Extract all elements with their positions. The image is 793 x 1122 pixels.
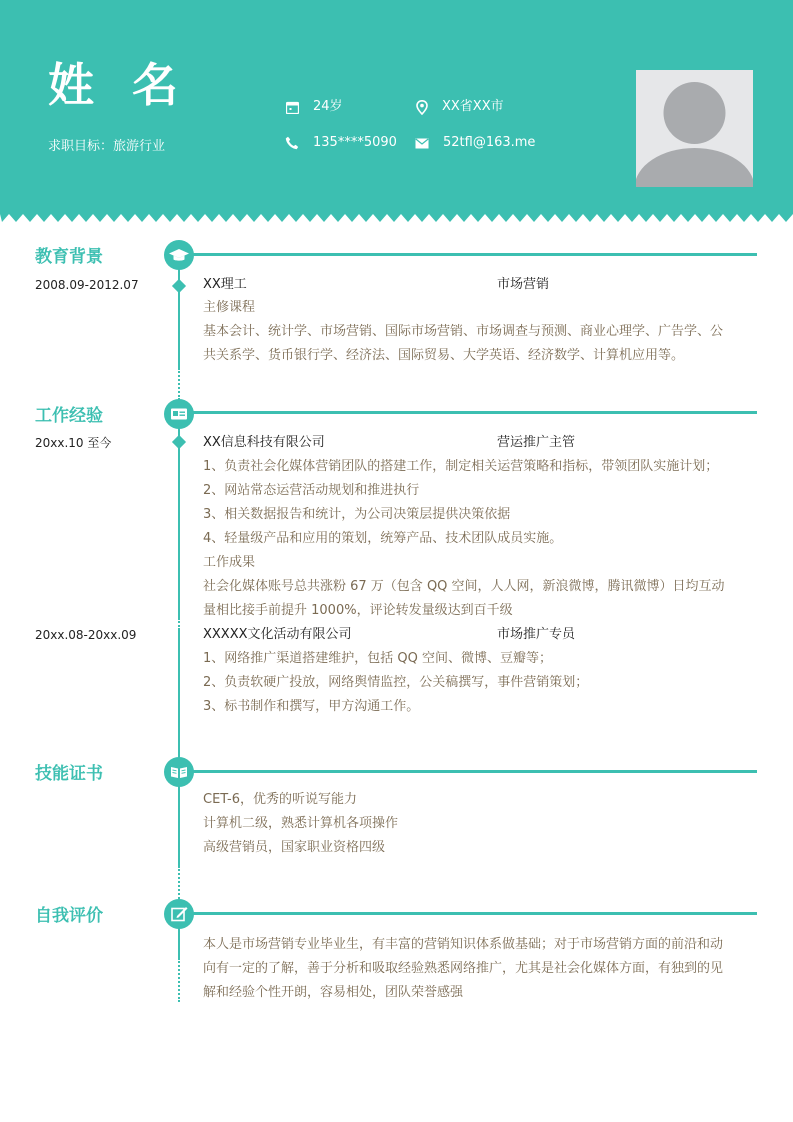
phone-icon xyxy=(285,136,299,150)
location-info xyxy=(416,99,504,115)
job2-date: 20xx.08-20xx.09 xyxy=(35,628,137,642)
book-icon xyxy=(164,757,194,787)
section-rule xyxy=(192,912,757,915)
age-text: 24岁 xyxy=(313,99,343,114)
section-title-work: 工作经验 xyxy=(35,406,103,426)
timeline-line xyxy=(178,928,180,958)
courses-line: 基本会计、统计学、市场营销、国际市场营销、市场调查与预测、商业心理学、广告学、公 xyxy=(203,324,724,339)
job1-duty: 4、轻量级产品和应用的策划，统筹产品、技术团队成员实施。 xyxy=(203,531,563,546)
self-eval-line: 本人是市场营销专业毕业生，有丰富的营销知识体系做基础；对于市场营销方面的前沿和动 xyxy=(203,937,724,952)
timeline-line xyxy=(178,786,180,866)
location-pin-icon xyxy=(416,100,428,115)
job1-date: 20xx.10 至今 xyxy=(35,436,112,450)
section-rule xyxy=(192,411,757,414)
job2-duty: 1、网络推广渠道搭建维护，包括 QQ 空间、微博、豆瓣等； xyxy=(203,651,553,666)
timeline-marker xyxy=(172,279,186,293)
job2-duty: 2、负责软硬广投放，网络舆情监控，公关稿撰写，事件营销策划； xyxy=(203,675,589,690)
section-title-self: 自我评价 xyxy=(35,906,103,926)
job1-company: XX信息科技有限公司 xyxy=(203,435,325,450)
skills-section-badge xyxy=(164,757,194,787)
section-rule xyxy=(192,770,757,773)
courses-line: 共关系学、货币银行学、经济法、国际贸易、大学英语、经济数学、计算机应用等。 xyxy=(203,348,685,363)
timeline-line-dotted xyxy=(178,618,180,630)
skill-item: CET-6，优秀的听说写能力 xyxy=(203,792,358,807)
candidate-name: 姓名 xyxy=(48,58,216,112)
email-info xyxy=(415,135,535,151)
education-section-badge xyxy=(164,240,194,270)
timeline-line-dotted xyxy=(178,958,180,1002)
envelope-icon xyxy=(415,138,429,149)
phone-info xyxy=(285,135,397,151)
self-eval-line: 解和经验个性开朗，容易相处，团队荣誉感强 xyxy=(203,985,464,1000)
header-banner xyxy=(0,0,793,228)
job2-duty: 3、标书制作和撰写，甲方沟通工作。 xyxy=(203,699,420,714)
self-section-badge xyxy=(164,899,194,929)
timeline-line xyxy=(178,428,180,618)
major-name: 市场营销 xyxy=(497,277,550,292)
job1-result-line: 量相比接手前提升 1000%，评论转发量级达到百千级 xyxy=(203,603,513,618)
calendar-icon xyxy=(286,101,299,114)
job1-duty: 2、网站常态运营活动规划和推进执行 xyxy=(203,483,420,498)
section-title-education: 教育背景 xyxy=(35,247,103,267)
section-title-skills: 技能证书 xyxy=(35,764,103,784)
edit-icon xyxy=(164,899,194,929)
section-rule xyxy=(192,253,757,256)
school-name: XX理工 xyxy=(203,277,247,292)
id-card-icon xyxy=(164,399,194,429)
job1-duty: 1、负责社会化媒体营销团队的搭建工作，制定相关运营策略和指标，带领团队实施计划； xyxy=(203,459,719,474)
timeline-line-dotted xyxy=(178,368,180,400)
age-info xyxy=(286,99,343,115)
avatar-placeholder-icon xyxy=(636,70,753,187)
job1-result-title: 工作成果 xyxy=(203,555,256,570)
job1-duty: 3、相关数据报告和统计，为公司决策层提供决策依据 xyxy=(203,507,511,522)
job-objective: 求职目标：旅游行业 xyxy=(48,139,166,154)
job1-result-line: 社会化媒体账号总共涨粉 67 万（包含 QQ 空间，人人网，新浪微博，腾讯微博）日均互动 xyxy=(203,579,725,594)
courses-subtitle: 主修课程 xyxy=(203,300,256,315)
skill-item: 高级营销员，国家职业资格四级 xyxy=(203,840,386,855)
job2-company: XXXXX文化活动有限公司 xyxy=(203,627,352,642)
avatar-photo xyxy=(636,70,753,187)
skill-item: 计算机二级，熟悉计算机各项操作 xyxy=(203,816,399,831)
timeline-marker xyxy=(172,435,186,449)
location-text: XX省XX市 xyxy=(442,99,504,114)
job2-position: 市场推广专员 xyxy=(497,627,576,642)
email-text[interactable]: 52tfl@163.me xyxy=(443,135,536,150)
job1-position: 营运推广主管 xyxy=(497,435,576,450)
timeline-line-dotted xyxy=(178,866,180,902)
phone-text[interactable]: 135****5090 xyxy=(313,135,397,150)
self-eval-line: 向有一定的了解，善于分析和吸取经验熟悉网络推广，尤其是社会化媒体方面，有独到的见 xyxy=(203,961,724,976)
education-date: 2008.09-2012.07 xyxy=(35,278,139,292)
graduation-cap-icon xyxy=(164,240,194,270)
work-section-badge xyxy=(164,399,194,429)
timeline-line xyxy=(178,630,180,760)
